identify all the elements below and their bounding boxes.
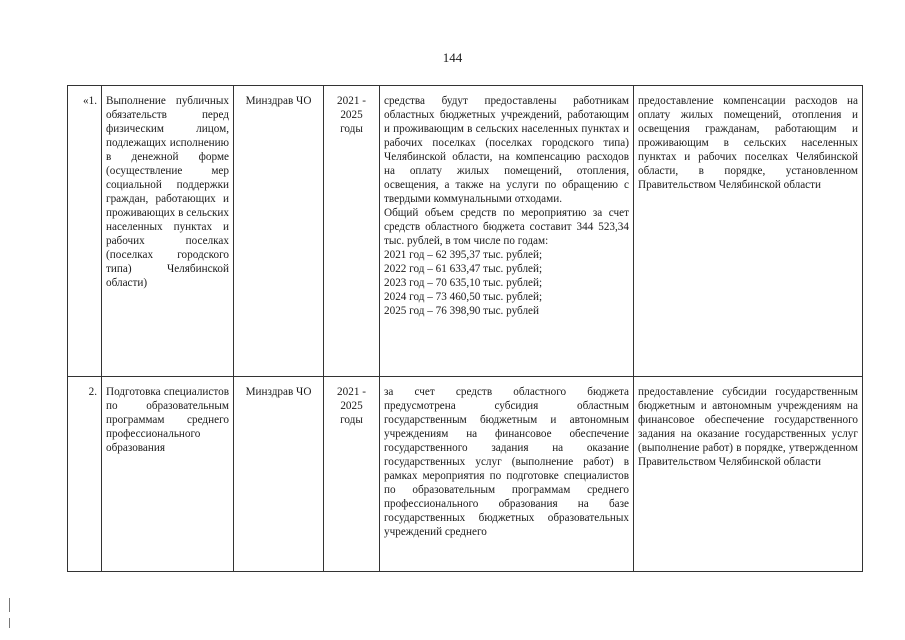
table-row	[68, 377, 863, 572]
table-row	[68, 86, 863, 377]
measure-name: Выполнение публичных обязательств перед физическим лицом, подлежащих исполнению в денежной форме (осуществление мер социальной поддержки граждан, работающих и проживающих в сельских населенных пунктах и рабочих поселках (поселках городского типа) Челябинской области)	[102, 86, 234, 377]
year-line: 2025 год – 76 398,90 тыс. рублей	[384, 305, 539, 317]
period: 2021 - 2025 годы	[324, 86, 380, 377]
year-line: 2023 год – 70 635,10 тыс. рублей;	[384, 277, 543, 289]
page-number: 144	[442, 50, 463, 65]
period: 2021 - 2025 годы	[324, 377, 380, 572]
expected-result: предоставление субсидии государственным бюджетным и автономным учреждениям на финансовое обеспечение государственного задания на оказание государственных услуг (выполнение работ) в порядке, утвержденном Правительством Челябинской области	[634, 377, 863, 572]
expected-result: предоставление компенсации расходов на оплату жилых помещений, отопления и освещения гражданам, работающим и проживающим в сельских населенных пунктах и рабочих поселках Челябинской области, в порядке, установленном Правительством Челябинской области	[634, 86, 863, 377]
measures-table	[67, 85, 863, 572]
row-number: «1.	[68, 86, 102, 377]
margin-mark	[9, 598, 10, 612]
funding-intro: Общий объем средств по мероприятию за счет средств областного бюджета составит 344 523,34 тыс. рублей, в том числе по годам:	[384, 207, 629, 247]
measure-description	[380, 86, 634, 377]
description-text: средства будут предоставлены работникам областных бюджетных учреждений, работающим и проживающим в сельских населенных пунктах и рабочих поселках (поселках городского типа) Челябинской области, на компенсацию расходов на оплату жилых помещений, отопления, освещения, а также на услуги по обращению с твердыми коммунальными отходами.	[384, 95, 629, 205]
year-line: 2022 год – 61 633,47 тыс. рублей;	[384, 263, 543, 275]
year-line: 2024 год – 73 460,50 тыс. рублей;	[384, 291, 543, 303]
executor: Минздрав ЧО	[234, 377, 324, 572]
executor: Минздрав ЧО	[234, 86, 324, 377]
measure-name: Подготовка специалистов по образовательным программам среднего профессионального образования	[102, 377, 234, 572]
year-line: 2021 год – 62 395,37 тыс. рублей;	[384, 249, 543, 261]
row-number: 2.	[68, 377, 102, 572]
margin-mark	[9, 618, 10, 628]
measure-description: за счет средств областного бюджета предусмотрена субсидия областным государственным бюджетным и автономным учреждениям на финансовое обеспечение государственного задания на оказание государственных услуг (выполнение работ) в рамках мероприятия по подготовке специалистов по образовательным программам среднего профессионального образования на базе государственных бюджетных образовательных учреждений среднего	[380, 377, 634, 572]
